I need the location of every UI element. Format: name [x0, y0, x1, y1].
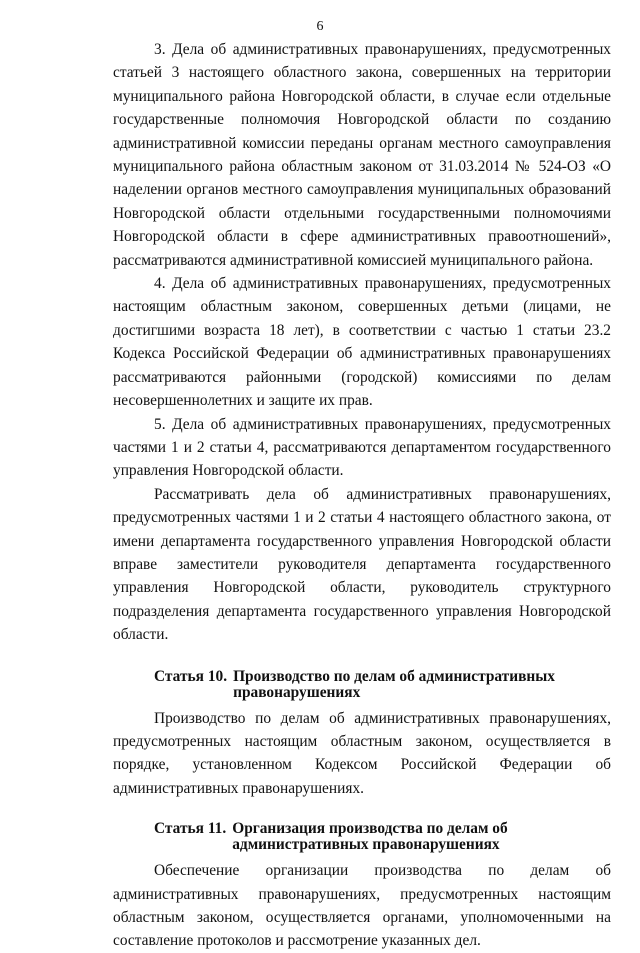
- paragraph-item-5: 5. Дела об административных правонарушениях, предусмотренных частями 1 и 2 статьи 4, рассматриваются департаментом государственного управления Новгородской области.: [113, 415, 611, 480]
- article-11-number: Статья 11.: [154, 820, 227, 838]
- article-11-title: Организация производства по делам об административных правонарушениях: [232, 820, 508, 854]
- paragraph-item-4: 4. Дела об административных правонарушениях, предусмотренных настоящим областным законом, совершенных детьми (лицами, не достигшими возраста 18 лет), в соответствии с частью 1 статьи 23.2 Кодекса Российской Федерации об административных правонарушениях рассматриваются районными (городской) комиссиями по делам несовершеннолетних и защите их прав.: [113, 275, 611, 410]
- paragraph-authority: Рассматривать дела об административных правонарушениях, предусмотренных частями 1 и 2 статьи 4 настоящего областного закона, от имени департамента государственного управления Новгородской области вправе заместители руководителя департамента государственного управления Новгородской области, руководитель структурного подразделения департамента государственного управления Новгородской области.: [113, 485, 611, 644]
- document-body: [113, 38, 611, 953]
- article-10-text: Производство по делам об административных правонарушениях, предусмотренных настоящим областным законом, осуществляется в порядке, установленном Кодексом Российской Федерации об административных правонарушениях.: [113, 709, 611, 797]
- page-number: 6: [316, 19, 324, 34]
- paragraph-item-3: 3. Дела об административных правонарушениях, предусмотренных статьей 3 настоящего областного закона, совершенных на территории муниципального района Новгородской области, в случае если отдельные государственные полномочия Новгородской области по созданию административной комиссии переданы органам местного самоуправления муниципального района областным законом от 31.03.2014 № 524-ОЗ «О наделении органов местного самоуправления муниципальных образований Новгородской области отдельными государственными полномочиями Новгородской области в сфере административных правоотношений», рассматриваются административной комиссией муниципального района.: [113, 41, 611, 269]
- article-10-title: Производство по делам об административных правонарушениях: [233, 667, 555, 701]
- article-10-heading: [113, 669, 611, 701]
- article-11-heading: [113, 821, 611, 853]
- article-10-number: Статья 10.: [154, 667, 228, 685]
- article-11-text: Обеспечение организации производства по делам об административных правонарушениях, предусмотренных настоящим областным законом, осуществляется органами, уполномоченными на составление протоколов и рассмотрение указанных дел.: [113, 862, 611, 950]
